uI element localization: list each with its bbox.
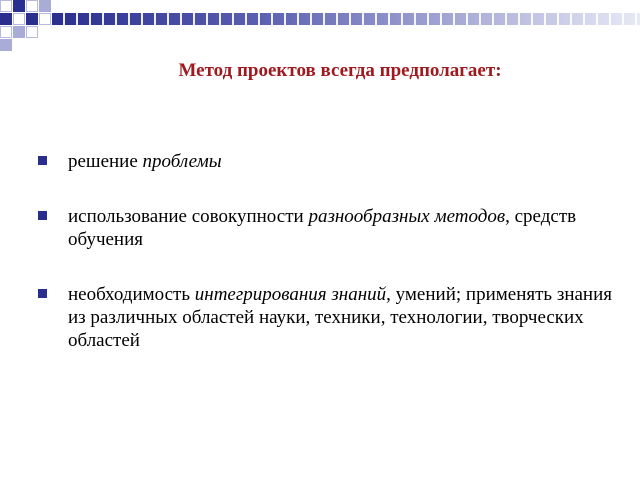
bullet-text: решение xyxy=(68,151,143,172)
bullet-text-italic: интегрирования знаний xyxy=(194,284,387,305)
bullet-item xyxy=(38,283,618,352)
header-band-stripes xyxy=(52,13,640,25)
bullet-list xyxy=(38,150,618,384)
bullet-text: , средств обучения xyxy=(68,206,577,250)
bullet-text: использование совокупности xyxy=(68,206,309,227)
bullet-item xyxy=(38,150,618,173)
square-bullet-icon xyxy=(38,211,47,220)
decor-square xyxy=(0,13,12,25)
decor-square xyxy=(26,26,38,38)
decor-square xyxy=(26,0,38,12)
decor-square xyxy=(13,26,25,38)
decor-square xyxy=(0,26,12,38)
decor-square xyxy=(13,13,25,25)
decor-square xyxy=(39,0,51,12)
slide-title: Метод проектов всегда предполагает: xyxy=(178,60,502,81)
bullet-text: , умений; применять знания из различных областей науки, техники, технологии, творческих областей xyxy=(68,284,612,351)
decor-square xyxy=(13,0,25,12)
decor-square xyxy=(0,0,12,12)
bullet-text-italic: разнообразных методов xyxy=(308,206,506,227)
square-bullet-icon xyxy=(38,289,47,298)
decor-square xyxy=(26,13,38,25)
square-bullet-icon xyxy=(38,156,47,165)
decor-square xyxy=(39,13,51,25)
decor-square xyxy=(0,39,12,51)
bullet-text: необходимость xyxy=(68,284,195,305)
bullet-item xyxy=(38,205,618,251)
bullet-text-italic: проблемы xyxy=(142,151,222,172)
